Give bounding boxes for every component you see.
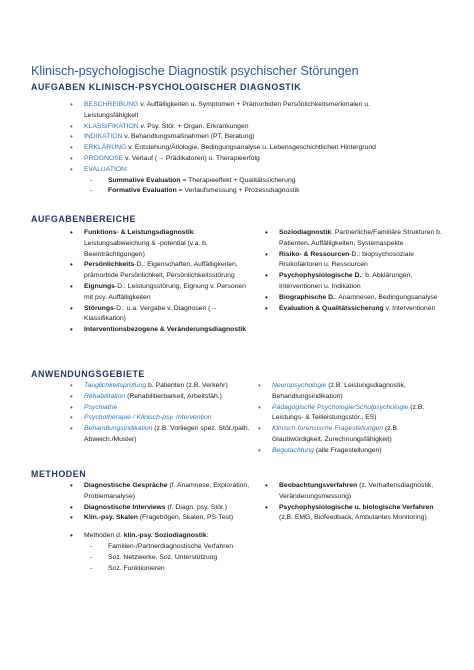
list-item: • PROGNOSE v. Verlauf (→ Prädikatoren) u. Therapieerfolg xyxy=(68,154,408,165)
list-item: • Tauglichkeitsprüfung b. Patienten (z.B. Verkehr) xyxy=(68,381,253,392)
bereiche-right-list xyxy=(263,228,443,314)
list-item: • Risiko- & Ressourcen-D.: biopsychosoziale Risikofaktoren u. Ressourcen xyxy=(263,250,443,272)
list-item: • Diagnostische Gespräche (f. Anamnese, Exploration, Problemanalyse) xyxy=(68,481,258,503)
sub-item: - Soz. Netzwerke, Soz. Unterstützung xyxy=(68,553,258,564)
list-item: • Evaluation & Qualitätssicherung v. Interventionen xyxy=(263,304,443,315)
list-item: • Begutachtung (alle Fragestellungen) xyxy=(256,446,446,457)
list-item: • Biographische D.: Anamnesen, Bedingungsanalyse xyxy=(263,293,443,304)
section-heading-aufgabenbereiche: AUFGABENBEREICHE xyxy=(31,214,136,224)
sub-item: - Formative Evaluation = Verlaufsmessung + Prozessdiagnostik xyxy=(68,186,408,197)
list-item: • INDIKATION v. Behandlungsmaßnahmen (PT, Beratung) xyxy=(68,132,408,143)
list-item: • Klin.-psy. Skalen (Fragebögen, Skalen, PS-Test) xyxy=(68,513,258,524)
list-item: • BESCHREIBUNG v. Auffälligkeiten u. Symptomen + Prämorbiden Persönlichkeitsmerkmalen u. Leistungsfähigkeit xyxy=(68,100,408,122)
list-item: • Funktions- & Leistungsdiagnostik: Leistungsabweichung & -potential (v.a. b. Beeinträchtigungen) xyxy=(68,228,253,260)
section-heading-anwendungsgebiete: ANWENDUNGSGEBIETE xyxy=(31,369,145,379)
methoden-left-list xyxy=(68,481,258,574)
sub-item: - Summative Evaluation = Therapieeffekt + Qualitätssicherung xyxy=(68,176,408,187)
list-item: • Psychophysiologische D.: b. Abklärungen, Interventionen u. Indikation xyxy=(263,271,443,293)
list-item: • Behandlungsindikation (z.B. Vorliegen spez. Stör./path. Abweich./Muster) xyxy=(68,424,253,446)
list-item: • Interventionsbezogene & Veränderungsdiagnostik xyxy=(68,325,253,336)
list-item: • Klinisch-forensische Fragestellungen (z.B. Glaubwürdigkeit, Zurechnungsfähigkeit) xyxy=(256,424,446,446)
aufgaben-list xyxy=(68,100,408,197)
page-title: Klinisch-psychologische Diagnostik psychischer Störungen xyxy=(31,64,359,78)
methoden-right-list xyxy=(263,481,448,524)
sub-item: - Soz. Funktionieren xyxy=(68,564,258,575)
list-item: • Pädagogische Psychologie/Schulpsychologie (z.B. Leistungs- & Teilleistungsstör., ES) xyxy=(256,403,446,425)
list-item: • Soziodiagnostik: Partnerliche/Familiäre Strukturen b. Patienten, Auffälligkeiten, Systemaspekte xyxy=(263,228,443,250)
list-item: • Psychotherapie / Klinisch-psy. Intervention xyxy=(68,413,253,424)
section-heading-methoden: METHODEN xyxy=(31,469,87,479)
list-item: • Methoden d. klin.-psy. Soziodiagnostik: xyxy=(68,531,258,542)
list-item: • Psychiatrie xyxy=(68,403,253,414)
gebiete-left-list xyxy=(68,381,253,446)
list-item: • Diagnostische Interviews (f. Diagn. psy. Stör.) xyxy=(68,503,258,514)
list-item: • Störungs-D.: u.a. Vergabe v. Diagnosen (→ Klassifikation) xyxy=(68,304,253,326)
list-item: • Persönlichkeits-D.: Eigenschaften, Auffälligkeiten, prämorbide Persönlichkeit, Persönlichkeitsstörung xyxy=(68,260,253,282)
list-item: • Psychophysiologische u. biologische Verfahren (z.B. EMG, Biofeedback, Ambulantes Monitoring) xyxy=(263,503,448,525)
sub-item: - Familien-/Partnerdiagnostische Verfahren xyxy=(68,542,258,553)
list-item: • ERKLÄRUNG v. Entstehung/Ätiologie, Bedingungsanalyse u. Lebensgeschichtlichen Hintergrund xyxy=(68,143,408,154)
section-heading-aufgaben: AUFGABEN KLINISCH-PSYCHOLOGISCHER DIAGNOSTIK xyxy=(31,82,302,92)
list-item: • Rehabilitation (Rehabilitierbarkeit, Arbeitsfäh.) xyxy=(68,392,253,403)
list-item: • Eignungs-D.: Leistungsstörung, Eignung v. Personen mit psy. Auffälligkeiten xyxy=(68,282,253,304)
gebiete-right-list xyxy=(256,381,446,457)
bereiche-left-list xyxy=(68,228,253,336)
list-item: • Neuropsychologie (z.B. Leistungsdiagnostik, Behandlungsindikation) xyxy=(256,381,446,403)
list-item: • Beobachtungsverfahren (z. Verhaltensdiagnostik, Veränderungsmessung) xyxy=(263,481,448,503)
list-item: • KLASSIFIKATION v. Psy. Stör. + Organ. Erkrankungen xyxy=(68,122,408,133)
list-item: • EVALUATION: xyxy=(68,165,408,176)
